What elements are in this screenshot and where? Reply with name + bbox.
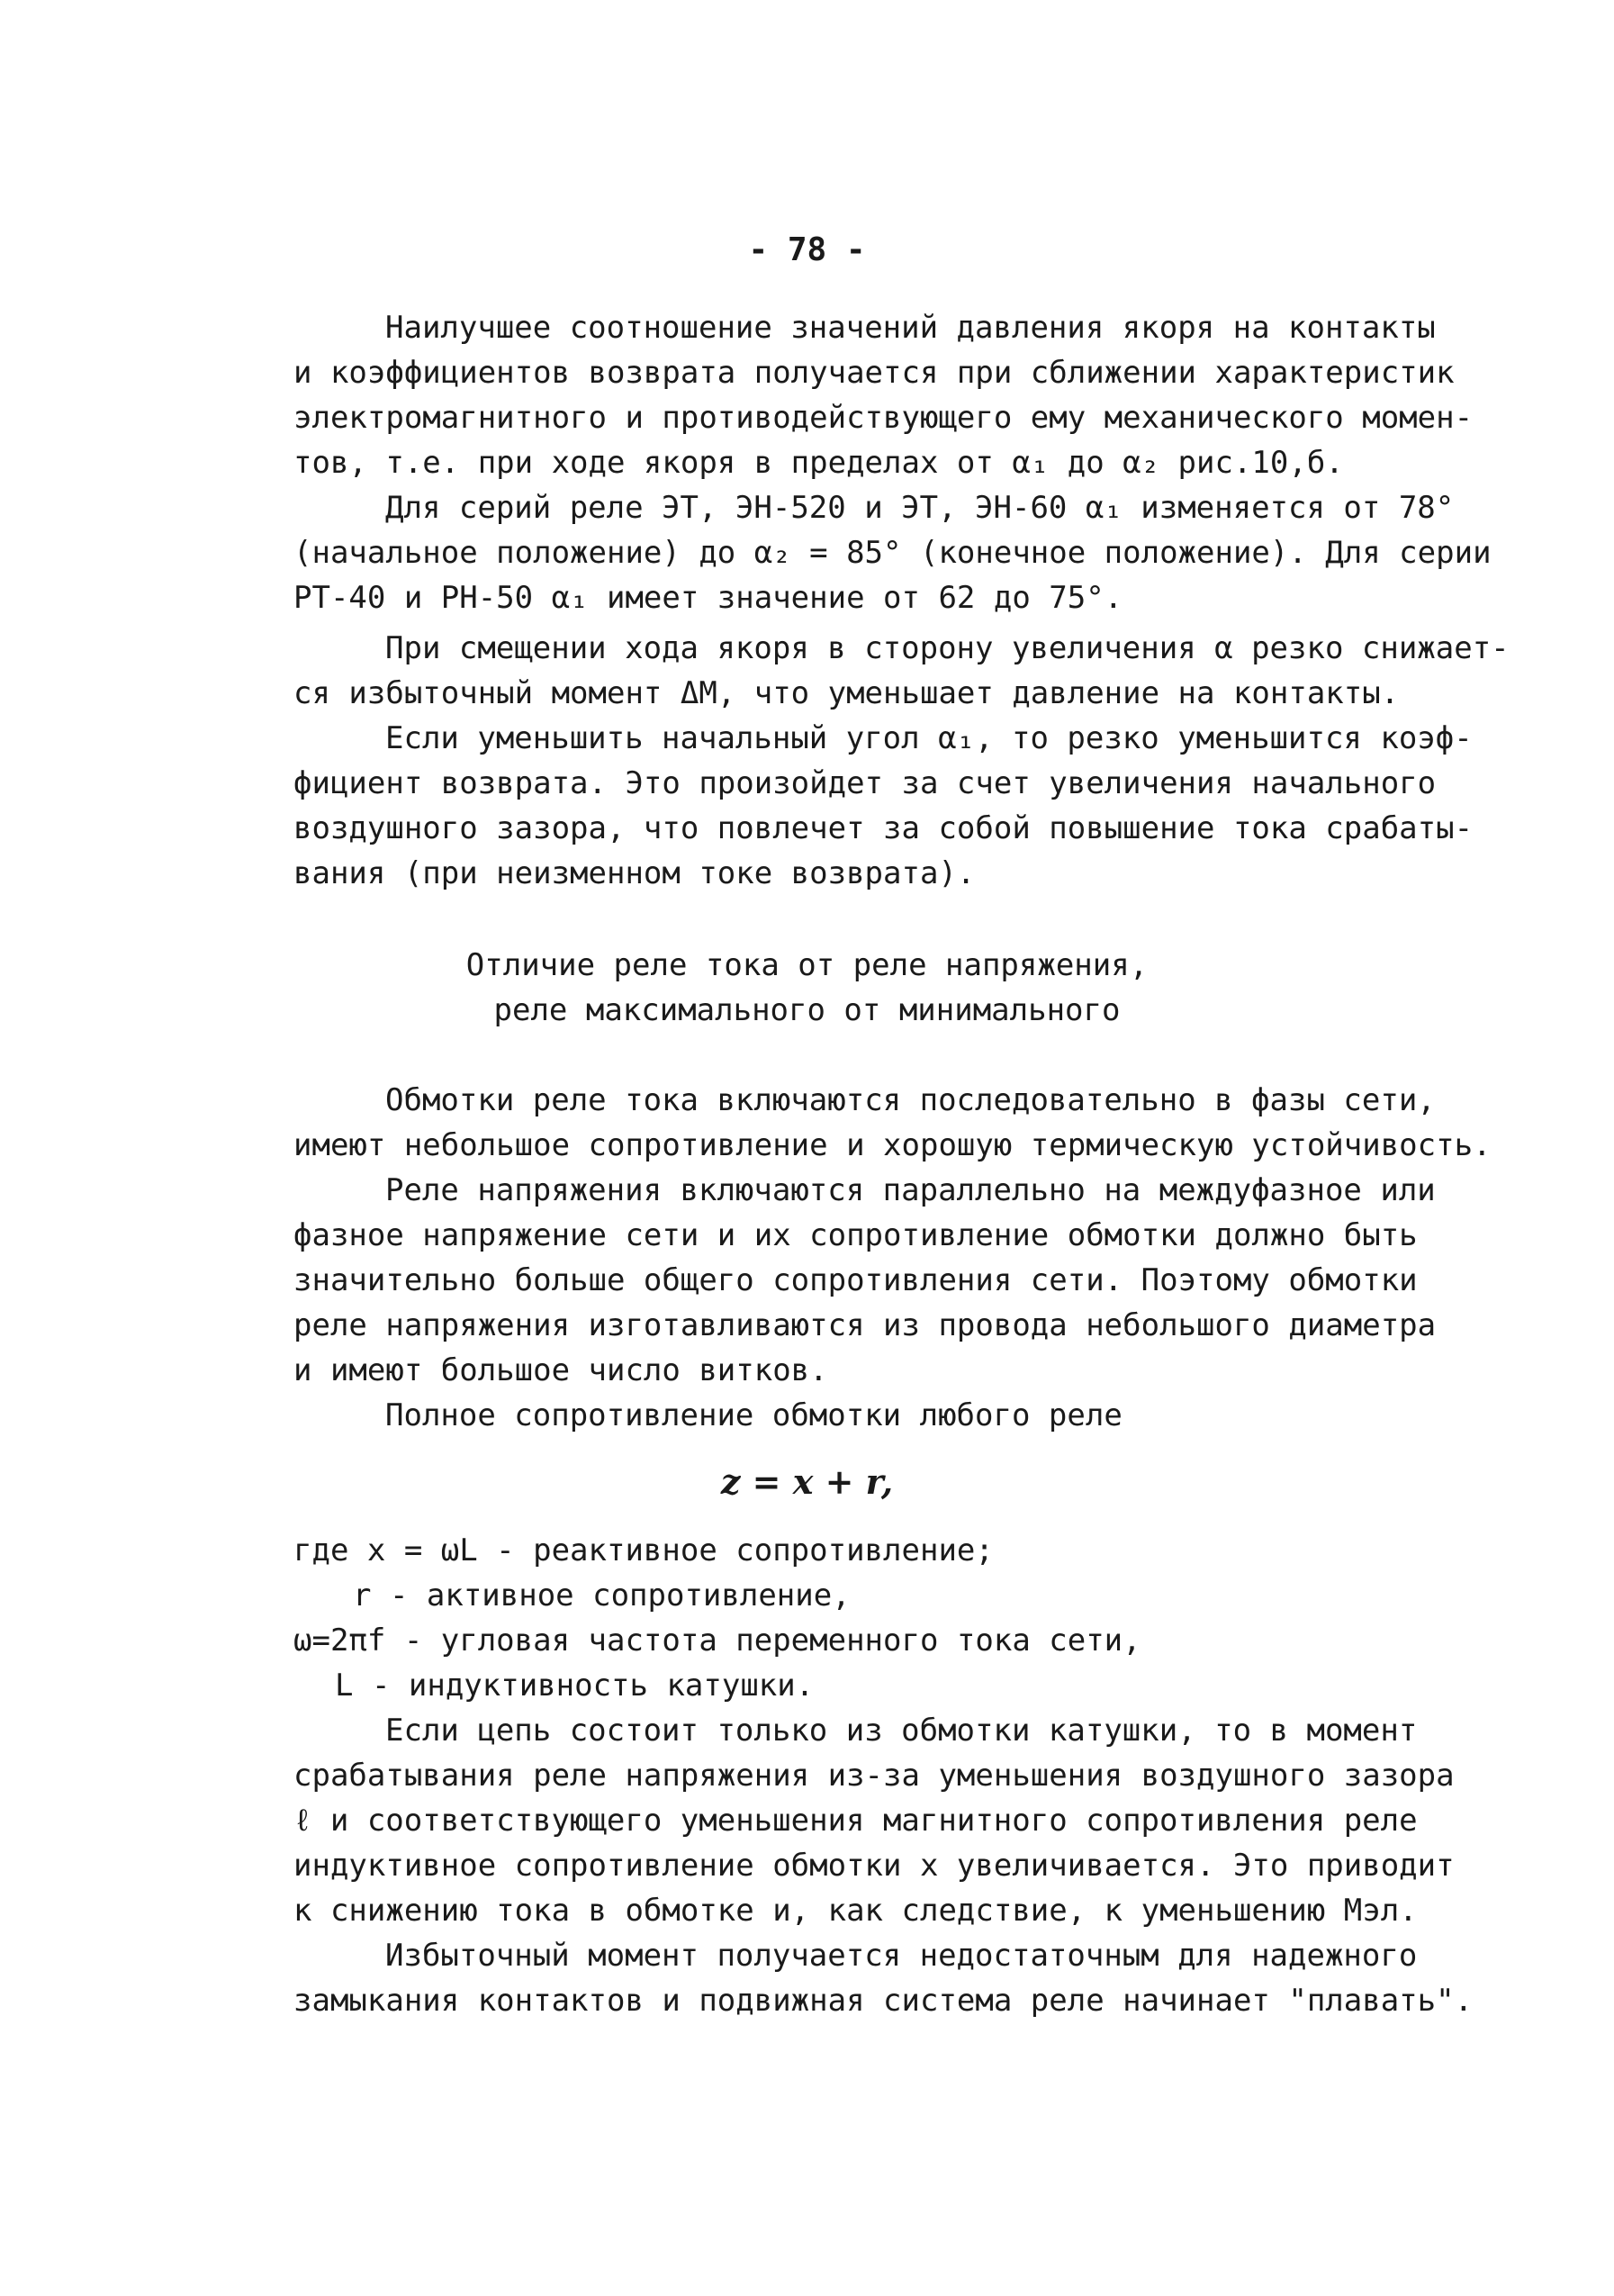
page-number: - 78 - — [748, 231, 866, 268]
text-line: Наилучшее соотношение значений давления якоря на контакты — [385, 310, 1436, 346]
text-line: реле напряжения изготавливаются из провода небольшого диаметра — [293, 1307, 1437, 1343]
text-line: Для серий реле ЭТ, ЭН-520 и ЭТ, ЭН-60 α₁ изменяется от 78° — [385, 490, 1455, 526]
definition-reactance: где x = ωL - реактивное сопротивление; — [293, 1532, 994, 1568]
text-line: Если уменьшить начальный угол α₁, то резко уменьшится коэф- — [385, 720, 1473, 756]
text-line: При смещении хода якоря в сторону увеличения α резко снижает- — [385, 630, 1510, 666]
text-line: воздушного зазора, что повлечет за собой повышение тока срабаты- — [293, 810, 1474, 846]
text-line: фазное напряжение сети и их сопротивление обмотки должно быть — [293, 1217, 1418, 1253]
text-line: Избыточный момент получается недостаточным для надежного — [385, 1938, 1418, 1974]
text-line: Реле напряжения включаются параллельно на междуфазное или — [385, 1172, 1436, 1208]
section-heading-line-2: реле максимального от минимального — [493, 992, 1121, 1028]
definition-angular-frequency: ω=2πf - угловая частота переменного тока сети, — [293, 1623, 1141, 1659]
text-line: значительно больше общего сопротивления сети. Поэтому обмотки — [293, 1262, 1418, 1298]
text-line: срабатывания реле напряжения из-за уменьшения воздушного зазора — [293, 1758, 1455, 1794]
section-heading-line-1: Отличие реле тока от реле напряжения, — [465, 947, 1149, 983]
text-line: фициент возврата. Это произойдет за счет увеличения начального — [293, 765, 1437, 801]
text-line: РТ-40 и РН-50 α₁ имеет значение от 62 до 75°. — [293, 580, 1123, 616]
text-line: (начальное положение) до α₂ = 85° (конечное положение). Для серии — [293, 535, 1492, 571]
text-line: индуктивное сопротивление обмотки x увеличивается. Это приводит — [293, 1848, 1455, 1884]
text-line: и имеют большое число витков. — [293, 1352, 828, 1388]
definition-inductance: L - индуктивность катушки. — [335, 1668, 815, 1704]
text-line: электромагнитного и противодействующего ему механического момен- — [293, 400, 1474, 436]
impedance-formula: z = x + r, — [720, 1461, 894, 1502]
text-line: вания (при неизменном токе возврата). — [293, 855, 976, 891]
text-line: замыкания контактов и подвижная система реле начинает "плавать". — [293, 1983, 1474, 2019]
text-line: Полное сопротивление обмотки любого реле — [385, 1397, 1123, 1433]
definition-resistance: r - активное сопротивление, — [353, 1577, 851, 1614]
text-line: ся избыточный момент ΔM, что уменьшает давление на контакты. — [293, 675, 1400, 711]
text-line: Если цепь состоит только из обмотки катушки, то в момент — [385, 1713, 1418, 1749]
text-line: имеют небольшое сопротивление и хорошую термическую устойчивость. — [293, 1127, 1492, 1163]
text-line: к снижению тока в обмотке и, как следствие, к уменьшению Mэл. — [293, 1893, 1418, 1929]
text-line: тов, т.е. при ходе якоря в пределах от α₁ до α₂ рис.10,б. — [293, 445, 1344, 481]
text-line: и коэффициентов возврата получается при сближении характеристик — [293, 355, 1455, 391]
text-line: Обмотки реле тока включаются последовательно в фазы сети, — [385, 1082, 1436, 1118]
text-line: ℓ и соответствующего уменьшения магнитного сопротивления реле — [293, 1803, 1418, 1839]
